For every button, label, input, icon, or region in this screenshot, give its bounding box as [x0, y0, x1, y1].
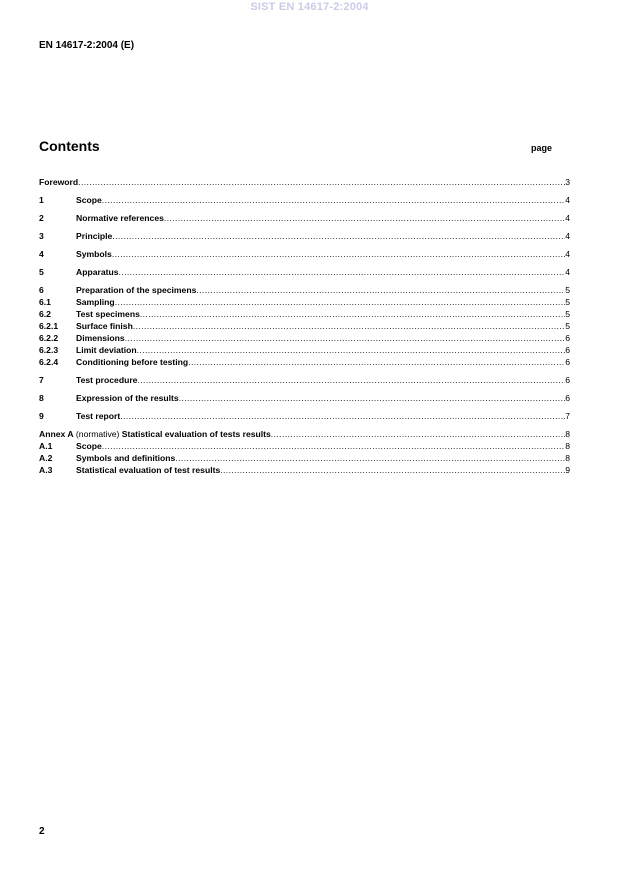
toc-entry-title: Dimensions [76, 333, 125, 343]
toc-leader-dots [120, 410, 565, 422]
page-number: 2 [39, 826, 45, 837]
toc-entry-title: Principle [76, 231, 113, 241]
toc-entry-3[interactable] [39, 230, 570, 242]
toc-entry-page: 5 [565, 285, 570, 295]
toc-entry-number: 6.2.3 [39, 345, 59, 355]
toc-entry-page: 6 [565, 375, 570, 385]
toc-entry-number: 3 [39, 231, 44, 241]
toc-entry-page: 5 [565, 297, 570, 307]
toc-entry-title: Preparation of the specimens [76, 285, 197, 295]
toc-entry-page: 4 [565, 267, 570, 277]
annex-type: (normative) [73, 429, 122, 439]
toc-leader-dots [137, 374, 565, 386]
toc-entry-number: A.3 [39, 465, 53, 475]
toc-leader-dots [164, 212, 565, 224]
toc-entry-title: Apparatus [76, 267, 119, 277]
toc-entry-number: 5 [39, 267, 44, 277]
toc-leader-dots [133, 320, 565, 332]
toc-entry-title: Test specimens [76, 309, 140, 319]
toc-entry-page: 3 [565, 177, 570, 187]
toc-leader-dots [175, 452, 565, 464]
toc-entry-title: Scope [76, 195, 102, 205]
toc-entry-a-2[interactable] [39, 452, 570, 464]
toc-entry-number: 6.2 [39, 309, 51, 319]
toc-entry-page: 7 [565, 411, 570, 421]
watermark: SIST EN 14617-2:2004 [250, 1, 369, 13]
toc-entry-6-2-4[interactable] [39, 356, 570, 368]
toc-entry-number: 6.2.1 [39, 321, 59, 331]
page-column-label: page [531, 143, 553, 153]
toc-entry-page: 6 [565, 393, 570, 403]
toc-entry-number: 6 [39, 285, 44, 295]
toc-entry-title: Symbols and definitions [76, 453, 176, 463]
toc-entry-6-2-3[interactable] [39, 344, 570, 356]
toc-leader-dots [271, 428, 565, 440]
toc-entry-1[interactable] [39, 194, 570, 206]
toc-entry-number: A.2 [39, 453, 53, 463]
toc-entry-title: Limit deviation [76, 345, 137, 355]
toc-entry-title [39, 428, 271, 440]
toc-entry-6-2-1[interactable] [39, 320, 570, 332]
toc-leader-dots [179, 392, 566, 404]
toc-entry-6[interactable] [39, 284, 570, 296]
toc-leader-dots [119, 266, 566, 278]
toc-entry-title: Surface finish [76, 321, 133, 331]
toc-entry-2[interactable] [39, 212, 570, 224]
contents-title: Contents [39, 138, 100, 154]
toc-entry-page: 8 [565, 429, 570, 439]
toc-leader-dots [220, 464, 565, 476]
toc-entry-page: 8 [565, 441, 570, 451]
toc-entry-title: Scope [76, 441, 102, 451]
toc-entry-8[interactable] [39, 392, 570, 404]
toc-entry-6-2-2[interactable] [39, 332, 570, 344]
toc-entry-a-1[interactable] [39, 440, 570, 452]
toc-leader-dots [78, 176, 565, 188]
document-id: EN 14617-2:2004 (E) [39, 40, 135, 51]
toc-entry-number: 9 [39, 411, 44, 421]
toc-entry-6-1[interactable] [39, 296, 570, 308]
toc-leader-dots [112, 230, 565, 242]
toc-entry-page: 6 [565, 357, 570, 367]
toc-leader-dots [140, 308, 565, 320]
toc-entry-page: 5 [565, 321, 570, 331]
toc-entry-title: Foreword [39, 177, 79, 187]
toc-entry-4[interactable] [39, 248, 570, 260]
toc-leader-dots [112, 248, 565, 260]
toc-entry-number: 6.2.4 [39, 357, 59, 367]
toc-leader-dots [102, 194, 565, 206]
toc-leader-dots [188, 356, 565, 368]
toc-entry-page: 6 [565, 333, 570, 343]
toc-entry-title: Sampling [76, 297, 115, 307]
toc-entry-page: 4 [565, 249, 570, 259]
toc-entry-title: Normative references [76, 213, 164, 223]
toc-entry-number: 4 [39, 249, 44, 259]
toc-entry-title: Symbols [76, 249, 112, 259]
annex-label: Annex A [39, 429, 74, 439]
toc-entry-number: 8 [39, 393, 44, 403]
toc-entry-page: 9 [565, 465, 570, 475]
toc-entry-page: 6 [565, 345, 570, 355]
toc-entry-title: Conditioning before testing [76, 357, 189, 367]
toc-entry-number: A.1 [39, 441, 53, 451]
toc-entry-page: 5 [565, 309, 570, 319]
toc-entry-annex-a[interactable] [39, 428, 570, 440]
toc-entry-title: Test procedure [76, 375, 138, 385]
toc-entry-7[interactable] [39, 374, 570, 386]
toc-entry-5[interactable] [39, 266, 570, 278]
toc-entry-6-2[interactable] [39, 308, 570, 320]
toc-entry-foreword[interactable] [39, 176, 570, 188]
toc-leader-dots [102, 440, 565, 452]
toc-entry-a-3[interactable] [39, 464, 570, 476]
toc-entry-number: 1 [39, 195, 44, 205]
toc-entry-number: 7 [39, 375, 44, 385]
toc-leader-dots [137, 344, 566, 356]
toc-entry-number: 6.1 [39, 297, 51, 307]
toc-entry-title: Expression of the results [76, 393, 179, 403]
toc-entry-number: 6.2.2 [39, 333, 59, 343]
toc-leader-dots [196, 284, 565, 296]
toc-entry-page: 4 [565, 213, 570, 223]
annex-title: Statistical evaluation of tests results [121, 429, 271, 439]
toc-leader-dots [115, 296, 566, 308]
toc-leader-dots [125, 332, 566, 344]
toc-entry-page: 4 [565, 231, 570, 241]
toc-entry-title: Statistical evaluation of test results [76, 465, 221, 475]
toc-entry-page: 4 [565, 195, 570, 205]
toc-entry-9[interactable] [39, 410, 570, 422]
toc-entry-title: Test report [76, 411, 121, 421]
toc-entry-page: 8 [565, 453, 570, 463]
toc-entry-number: 2 [39, 213, 44, 223]
table-of-contents [39, 176, 570, 476]
